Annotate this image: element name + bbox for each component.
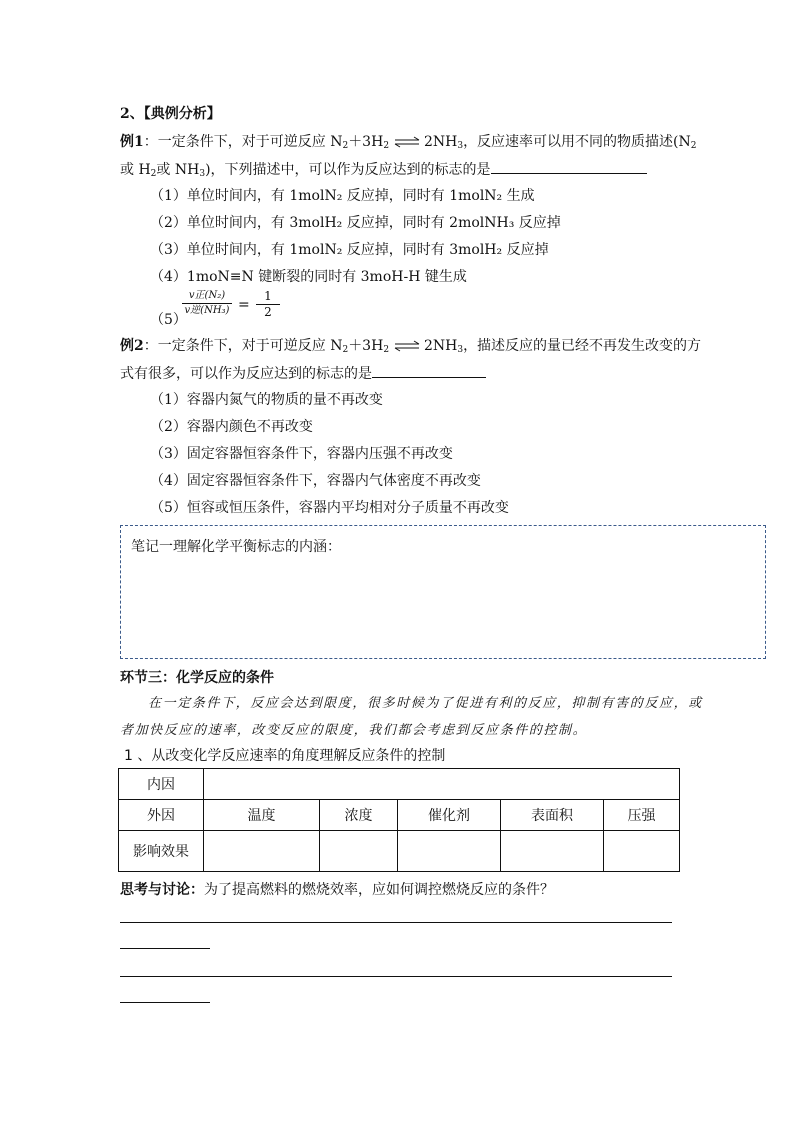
answer-line[interactable] <box>120 976 672 977</box>
table-header: 温度 <box>204 800 320 831</box>
example1-line1: 例1：一定条件下，对于可逆反应 $N_2+3H_2$ $2NH_3$，反应速率可以用不同的物质描述($N_2$ <box>120 134 697 151</box>
answer-line[interactable] <box>120 948 210 949</box>
example1-item: （3）单位时间内，有 1molN₂ 反应掉，同时有 3molH₂ 反应掉 <box>150 242 549 258</box>
example2-line2: 式有很多，可以作为反应达到的标志的是 <box>120 363 486 384</box>
example1-item: （2）单位时间内，有 3molH₂ 反应掉，同时有 2molNH₃ 反应掉 <box>150 215 561 231</box>
table-cell-input[interactable] <box>398 831 501 872</box>
example1-item: （1）单位时间内，有 1molN₂ 反应掉，同时有 1molN₂ 生成 <box>150 188 535 204</box>
example2-item: （1）容器内氮气的物质的量不再改变 <box>150 392 383 408</box>
discussion-label: 思考与讨论： <box>120 882 204 898</box>
table-row <box>119 769 680 800</box>
example2-item: （4）固定容器恒容条件下，容器内气体密度不再改变 <box>150 473 481 489</box>
sub-heading: 1 、从改变化学反应速率的角度理解反应条件的控制 <box>124 748 446 764</box>
answer-line[interactable] <box>120 922 672 923</box>
example1-item5-label: （5） <box>150 312 187 328</box>
equals-sign: = <box>238 297 250 313</box>
paragraph-line: 在一定条件下，反应会达到限度，很多时候为了促进有利的反应，抑制有害的反应，或 <box>148 696 703 711</box>
reversible-arrow-icon <box>394 340 420 352</box>
table-cell-input[interactable] <box>204 831 320 872</box>
table-cell-input[interactable] <box>604 831 680 872</box>
answer-blank[interactable] <box>372 363 486 378</box>
table-header: 压强 <box>604 800 680 831</box>
table-cell-input[interactable] <box>501 831 604 872</box>
note-box[interactable] <box>120 525 766 659</box>
answer-blank[interactable] <box>491 159 647 174</box>
paragraph-line: 者加快反应的速率，改变反应的限度，我们都会考虑到反应条件的控制。 <box>120 723 588 738</box>
table-cell: 影响效果 <box>119 831 204 872</box>
rate-ratio-fraction: v正(N₂) v逆(NH₃) <box>182 290 232 317</box>
example2-item: （3）固定容器恒容条件下，容器内压强不再改变 <box>150 446 453 462</box>
ratio-value-fraction: 1 2 <box>256 290 280 319</box>
example1-label: 例1 <box>120 134 144 150</box>
table-row <box>119 831 680 872</box>
table-header: 表面积 <box>501 800 604 831</box>
table-header: 催化剂 <box>398 800 501 831</box>
table-cell: 外因 <box>119 800 204 831</box>
section-title: 2、【典例分析】 <box>120 106 221 122</box>
table-cell: 内因 <box>119 769 204 800</box>
factors-table <box>118 768 680 872</box>
table-cell-input[interactable] <box>320 831 398 872</box>
table-header: 浓度 <box>320 800 398 831</box>
example2-line1: 例2：一定条件下，对于可逆反应 $N_2+3H_2$ $2NH_3$，描述反应的量已经不再发生改变的方 <box>120 338 702 355</box>
example2-label: 例2 <box>120 338 144 354</box>
table-row <box>119 800 680 831</box>
example2-item: （5）恒容或恒压条件，容器内平均相对分子质量不再改变 <box>150 500 509 516</box>
example1-item: （4）1moN≡N 键断裂的同时有 3moH-H 键生成 <box>150 269 467 285</box>
table-cell-input[interactable] <box>204 769 680 800</box>
discussion-prompt: 思考与讨论：为了提高燃料的燃烧效率，应如何调控燃烧反应的条件？ <box>120 882 554 898</box>
example1-line2: 或 $H_2$或 $NH_3$)，下列描述中，可以作为反应达到的标志的是 <box>120 159 647 180</box>
note-title: 笔记一理解化学平衡标志的内涵： <box>131 539 341 555</box>
reversible-arrow-icon <box>394 136 420 148</box>
answer-line[interactable] <box>120 1002 210 1003</box>
example2-item: （2）容器内颜色不再改变 <box>150 419 313 435</box>
section3-title: 环节三：化学反应的条件 <box>120 670 274 686</box>
